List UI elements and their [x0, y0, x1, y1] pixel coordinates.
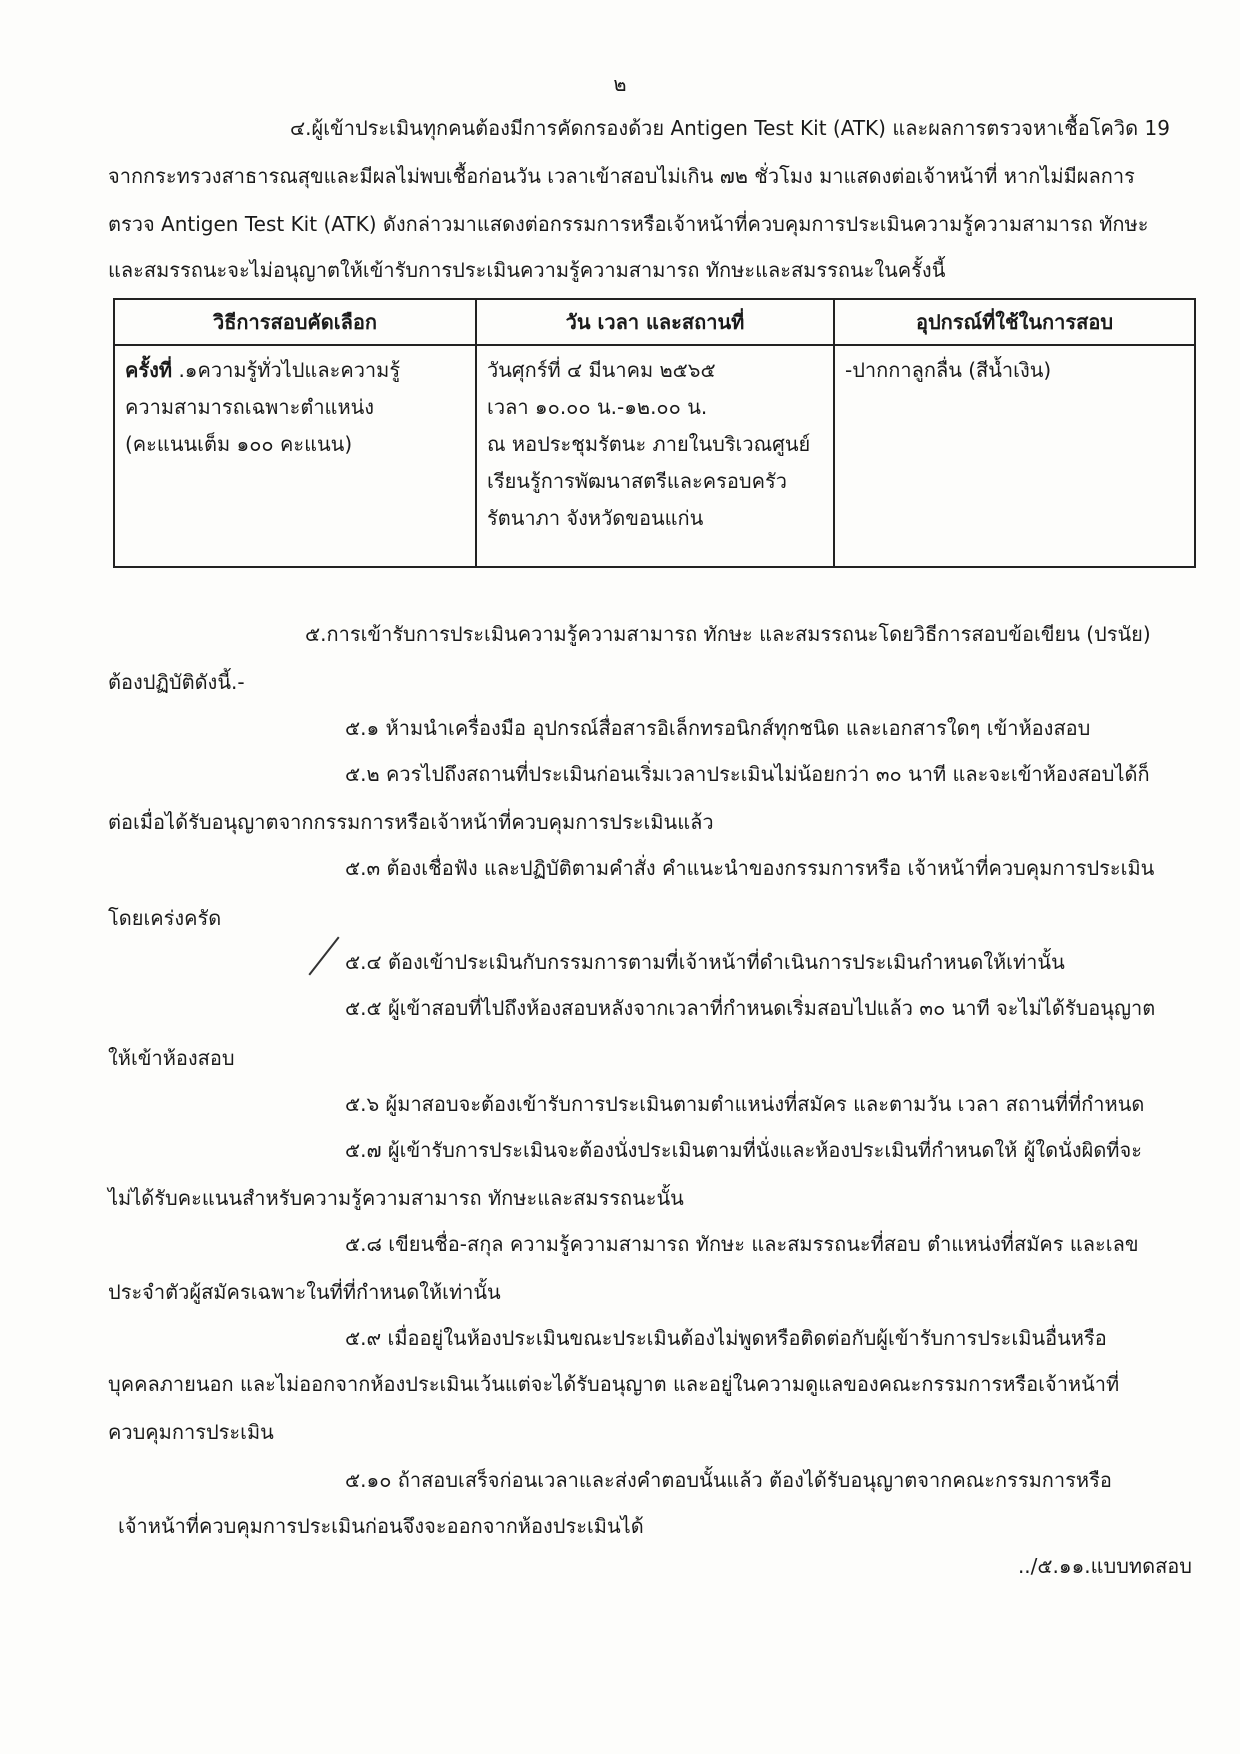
- table-header-datetime-place: วัน เวลา และสถานที่: [476, 299, 834, 345]
- section5-line: ๕.๕ ผู้เข้าสอบที่ไปถึงห้องสอบหลังจากเวลาที่กำหนดเริ่มสอบไปแล้ว ๓๐ นาที จะไม่ได้รับอนุญาต: [345, 996, 1156, 1020]
- section5-line: ๕.การเข้ารับการประเมินความรู้ความสามารถ ทักษะ และสมรรถนะโดยวิธีการสอบข้อเขียน (ปรนัย): [305, 622, 1151, 646]
- table-cell-method: [114, 345, 476, 567]
- table-header-equipment: อุปกรณ์ที่ใช้ในการสอบ: [834, 299, 1195, 345]
- section5-line: ๕.๑ ห้ามนำเครื่องมือ อุปกรณ์สื่อสารอิเล็กทรอนิกส์ทุกชนิด และเอกสารใดๆ เข้าห้องสอบ: [345, 716, 1091, 740]
- section5-line: ให้เข้าห้องสอบ: [108, 1046, 235, 1070]
- table-header-row: [114, 299, 1195, 345]
- datetime-line: เวลา ๑๐.๐๐ น.-๑๒.๐๐ น.: [487, 395, 708, 419]
- section5-line: โดยเคร่งครัด: [108, 906, 222, 930]
- equipment-line: -ปากกาลูกลื่น (สีน้ำเงิน): [845, 358, 1052, 382]
- section5-line: ๕.๖ ผู้มาสอบจะต้องเข้ารับการประเมินตามตำแหน่งที่สมัคร และตามวัน เวลา สถานที่ที่กำหนด: [345, 1092, 1145, 1116]
- page-number: ๒: [613, 72, 627, 96]
- section5-line: ๕.๙ เมื่ออยู่ในห้องประเมินขณะประเมินต้องไม่พูดหรือติดต่อกับผู้เข้ารับการประเมินอื่นหรือ: [345, 1326, 1107, 1350]
- section5-line: ๕.๘ เขียนชื่อ-สกุล ความรู้ความสามารถ ทักษะ และสมรรถนะที่สอบ ตำแหน่งที่สมัคร และเลข: [345, 1232, 1139, 1256]
- intro-line: ๔.ผู้เข้าประเมินทุกคนต้องมีการคัดกรองด้วย Antigen Test Kit (ATK) และผลการตรวจหาเชื้อโควิด 19: [290, 116, 1170, 140]
- section5-line: ไม่ได้รับคะแนนสำหรับความรู้ความสามารถ ทักษะและสมรรถนะนั้น: [108, 1186, 684, 1210]
- place-line: รัตนาภา จังหวัดขอนแก่น: [487, 506, 704, 530]
- section5-line: ๕.๔ ต้องเข้าประเมินกับกรรมการตามที่เจ้าหน้าที่ดำเนินการประเมินกำหนดให้เท่านั้น: [345, 950, 1065, 974]
- table-cell-equipment: [834, 345, 1195, 567]
- round-label: ครั้งที่: [125, 358, 173, 382]
- method-line: ความสามารถเฉพาะตำแหน่ง: [125, 395, 375, 419]
- section5-line: ต้องปฏิบัติดังนี้.-: [108, 670, 245, 694]
- intro-line: จากกระทรวงสาธารณสุขและมีผลไม่พบเชื้อก่อนวัน เวลาเข้าสอบไม่เกิน ๗๒ ชั่วโมง มาแสดงต่อเจ้าหน้าที่ หากไม่มีผลการ: [108, 164, 1135, 188]
- section5-line: ๕.๗ ผู้เข้ารับการประเมินจะต้องนั่งประเมินตามที่นั่งและห้องประเมินที่กำหนดให้ ผู้ใดนั่งผิดที่จะ: [345, 1138, 1142, 1162]
- table-row: [114, 345, 1195, 567]
- section5-line: ประจำตัวผู้สมัครเฉพาะในที่ที่กำหนดให้เท่านั้น: [108, 1280, 501, 1304]
- method-line: (คะแนนเต็ม ๑๐๐ คะแนน): [125, 432, 353, 456]
- handwritten-slash-mark: [308, 936, 339, 975]
- method-text: .๑ความรู้ทั่วไปและความรู้: [178, 358, 401, 382]
- section5-line: ๕.๓ ต้องเชื่อฟัง และปฏิบัติตามคำสั่ง คำแนะนำของกรรมการหรือ เจ้าหน้าที่ควบคุมการประเมิน: [345, 856, 1155, 880]
- place-line: เรียนรู้การพัฒนาสตรีและครอบครัว: [487, 469, 787, 493]
- table-header-method: วิธีการสอบคัดเลือก: [114, 299, 476, 345]
- section5-line: เจ้าหน้าที่ควบคุมการประเมินก่อนจึงจะออกจากห้องประเมินได้: [118, 1514, 644, 1538]
- section5-line: ควบคุมการประเมิน: [108, 1420, 274, 1444]
- section5-line: ต่อเมื่อได้รับอนุญาตจากกรรมการหรือเจ้าหน้าที่ควบคุมการประเมินแล้ว: [108, 810, 714, 834]
- place-line: ณ หอประชุมรัตนะ ภายในบริเวณศูนย์: [487, 432, 811, 456]
- section5-line: บุคคลภายนอก และไม่ออกจากห้องประเมินเว้นแต่จะได้รับอนุญาต และอยู่ในความดูแลของคณะกรรมการหรือเจ้าหน้าที่: [108, 1372, 1120, 1396]
- method-line: [125, 352, 465, 389]
- exam-schedule-table: [113, 298, 1196, 568]
- continuation-note: ../๕.๑๑.แบบทดสอบ: [1017, 1554, 1192, 1578]
- table-cell-datetime-place: [476, 345, 834, 567]
- intro-line: และสมรรถนะจะไม่อนุญาตให้เข้ารับการประเมินความรู้ความสามารถ ทักษะและสมรรถนะในครั้งนี้: [108, 258, 946, 282]
- section5-line: ๕.๒ ควรไปถึงสถานที่ประเมินก่อนเริ่มเวลาประเมินไม่น้อยกว่า ๓๐ นาที และจะเข้าห้องสอบได้ก็: [345, 762, 1150, 786]
- intro-line: ตรวจ Antigen Test Kit (ATK) ดังกล่าวมาแสดงต่อกรรมการหรือเจ้าหน้าที่ควบคุมการประเมินความรู้ความสามารถ ทักษะ: [108, 212, 1149, 236]
- section5-line: ๕.๑๐ ถ้าสอบเสร็จก่อนเวลาและส่งคำตอบนั้นแล้ว ต้องได้รับอนุญาตจากคณะกรรมการหรือ: [345, 1468, 1112, 1492]
- datetime-line: วันศุกร์ที่ ๔ มีนาคม ๒๕๖๕: [487, 358, 716, 382]
